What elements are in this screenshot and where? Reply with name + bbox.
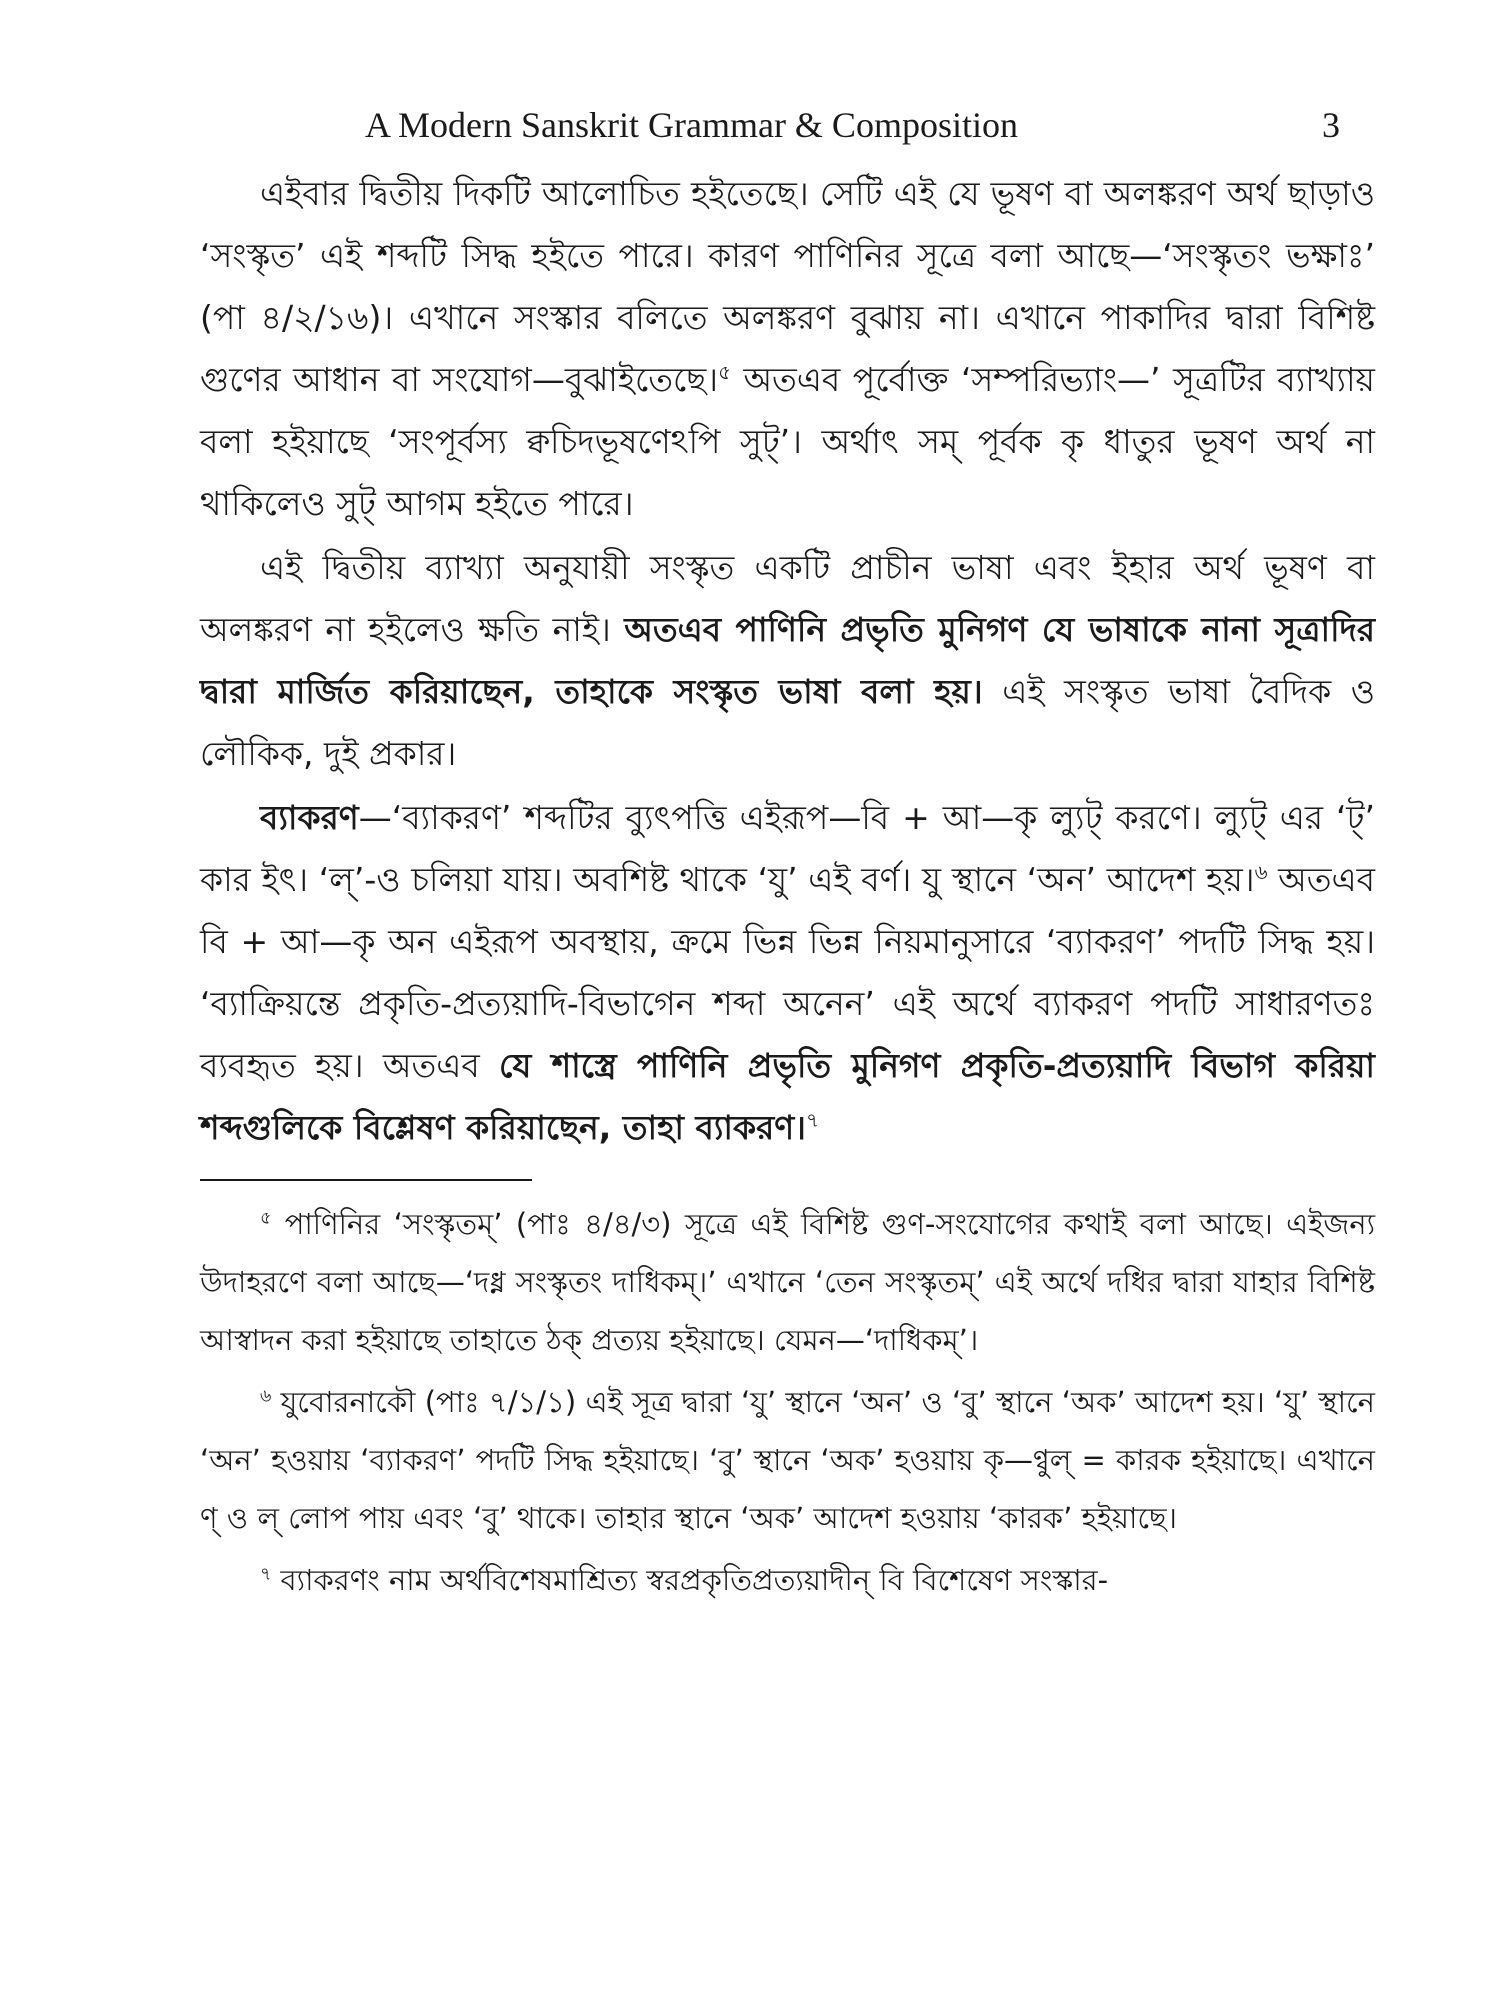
running-header [200, 95, 1375, 155]
paragraph-3-text-b: অতএব বি + আ—কৃ অন এইরূপ অবস্থায়, ক্রমে ভিন্ন ভিন্ন নিয়মানুসারে ‘ব্যাকরণ’ পদটি সিদ্ধ হয়। ‘ব্যাক্রিয়ন্তে প্রকৃতি-প্রত্যয়াদি-বিভাগেন শব্দা অনেন’ এই অর্থে ব্যাকরণ পদটি সাধারণতঃ ব্যবহৃত হয়। অতএব [200, 860, 1375, 1085]
book-title: A Modern Sanskrit Grammar & Composition [365, 105, 1018, 145]
page-number: 3 [1322, 105, 1340, 145]
footnote-6-marker: ৬ [260, 1386, 272, 1407]
footnote-6-text: যুবোরনাকৌ (পাঃ ৭/১/১) এই সূত্র দ্বারা ‘যু’ স্থানে ‘অন’ ও ‘বু’ স্থানে ‘অক’ আদেশ হয়। ‘যু’ স্থানে ‘অন’ হওয়ায় ‘ব্যাকরণ’ পদটি সিদ্ধ হইয়াছে। ‘বু’ স্থানে ‘অক’ হওয়ায় কৃ—ণ্বুল্ = কারক হইয়াছে। এখানে ণ্ ও ল্ লোপ পায় এবং ‘বু’ থাকে। তাহার স্থানে ‘অক’ আদেশ হওয়ায় ‘কারক’ হইয়াছে। [200, 1385, 1375, 1535]
paragraph-1-text-b: অতএব পূর্বোক্ত ‘সম্পরিভ্যাং—’ সূত্রটির ব্যাখ্যায় বলা হইয়াছে ‘সংপূর্বস্য ক্বচিদভূষণেঽপি সুট্’। অর্থাৎ সম্ পূর্বক কৃ ধাতুর ভূষণ অর্থ না থাকিলেও সুট্ আগম হইতে পারে। [200, 360, 1375, 523]
footnote-7 [200, 1551, 1375, 1609]
paragraph-3-bold-definition: যে শাস্ত্রে পাণিনি প্রভৃতি মুনিগণ প্রকৃতি-প্রত্যয়াদি বিভাগ করিয়া শব্দগুলিকে বিশ্লেষণ করিয়াছেন, তাহা ব্যাকরণ। [200, 1046, 1375, 1147]
footnote-7-marker: ৭ [260, 1564, 272, 1585]
footnote-5-marker: ৫ [260, 1208, 272, 1229]
footnote-divider [200, 1179, 532, 1181]
footnote-5-text: পাণিনির ‘সংস্কৃতম্’ (পাঃ ৪/৪/৩) সূত্রে এই বিশিষ্ট গুণ-সংযোগের কথাই বলা আছে। এইজন্য উদাহরণে বলা আছে—‘দধ্ন সংস্কৃতং দাধিকম্।’ এখানে ‘তেন সংস্কৃতম্’ এই অর্থে দধির দ্বারা যাহার বিশিষ্ট আস্বাদন করা হইয়াছে তাহাতে ঠক্ প্রত্যয় হইয়াছে। যেমন—‘দাধিকম্’। [200, 1207, 1375, 1357]
paragraph-1 [200, 163, 1375, 535]
paragraph-1-text-a: এইবার দ্বিতীয় দিকটি আলোচিত হইতেছে। সেটি এই যে ভূষণ বা অলঙ্করণ অর্থ ছাড়াও ‘সংস্কৃত’ এই শব্দটি সিদ্ধ হইতে পারে। কারণ পাণিনির সূত্রে বলা আছে—‘সংস্কৃতং ভক্ষাঃ’ (পা ৪/২/১৬)। এখানে সংস্কার বলিতে অলঙ্করণ বুঝায় না। এখানে পাকাদির দ্বারা বিশিষ্ট গুণের আধান বা সংযোগ—বুঝাইতেছে। [200, 174, 1375, 399]
paragraph-2 [200, 537, 1375, 785]
footnote-ref-7: ৭ [805, 1109, 819, 1132]
paragraph-3-text-a: —‘ব্যাকরণ’ শব্দটির ব্যুৎপত্তি এইরূপ—বি + আ—কৃ ল্যুট্ করণে। ল্যুট্ এর ‘ট্’ কার ইৎ। ‘ল্’-ও চলিয়া যায়। অবশিষ্ট থাকে ‘যু’ এই বর্ণ। যু স্থানে ‘অন’ আদেশ হয়। [200, 798, 1375, 899]
footnote-ref-5: ৫ [718, 361, 731, 384]
paragraph-2-bold-definition: অতএব পাণিনি প্রভৃতি মুনিগণ যে ভাষাকে নানা সূত্রাদির দ্বারা মার্জিত করিয়াছেন, তাহাকে সংস্কৃত ভাষা বলা হয়। [200, 610, 1375, 711]
paragraph-2-text-a: এই দ্বিতীয় ব্যাখ্যা অনুযায়ী সংস্কৃত একটি প্রাচীন ভাষা এবং ইহার অর্থ ভূষণ বা অলঙ্করণ না হইলেও ক্ষতি নাই। [200, 548, 1375, 649]
paragraph-3 [200, 787, 1375, 1159]
footnote-5 [200, 1195, 1375, 1369]
paragraph-3-heading-term: ব্যাকরণ [260, 798, 359, 837]
body-text [200, 163, 1375, 1159]
paragraph-2-text-b: এই সংস্কৃত ভাষা বৈদিক ও লৌকিক, দুই প্রকার। [200, 672, 1375, 773]
footnote-7-text: ব্যাকরণং নাম অর্থবিশেষমাশ্রিত্য স্বরপ্রকৃতিপ্রত্যয়াদীন্ বি বিশেষেণ সংস্কার- [271, 1563, 1109, 1597]
footnote-6 [200, 1373, 1375, 1547]
footnotes [200, 1195, 1375, 1609]
book-page [200, 95, 1375, 1975]
footnote-ref-6: ৬ [1254, 861, 1268, 884]
